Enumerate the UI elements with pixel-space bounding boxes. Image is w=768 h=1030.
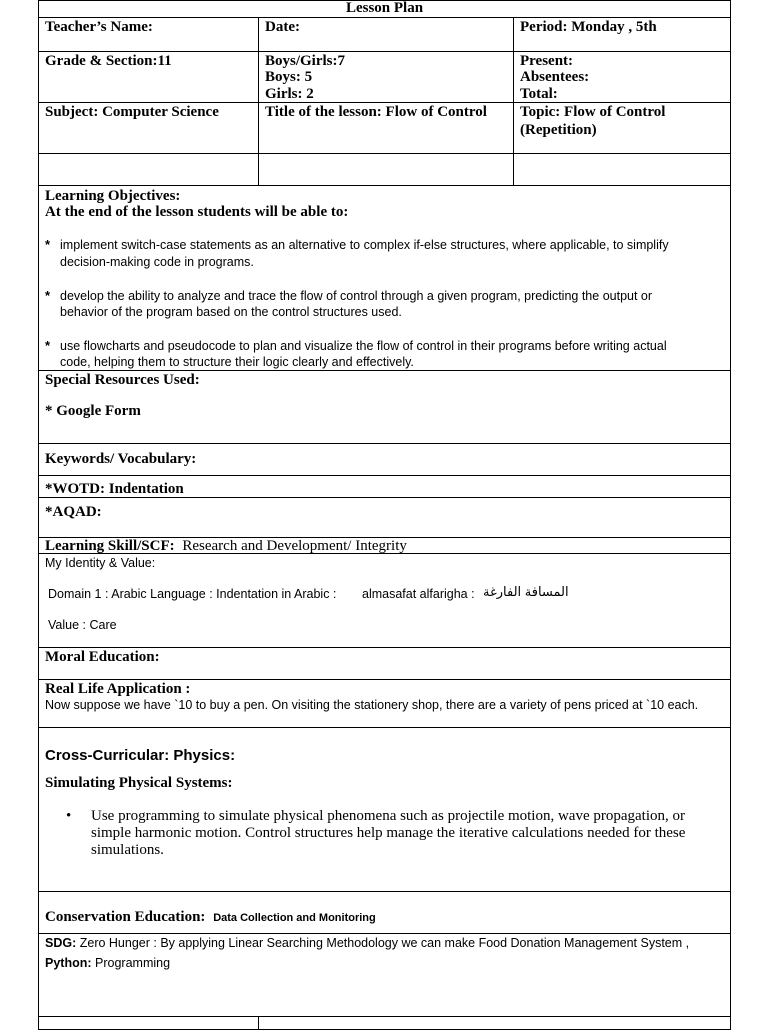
aqad-label: *AQAD: xyxy=(45,504,102,520)
objective-1-line-1: implement switch-case statements as an alternative to complex if-else structures, where applicable, to simplify xyxy=(60,238,669,252)
column-divider xyxy=(513,17,514,186)
row-divider xyxy=(38,153,731,154)
subject-label: Subject: Computer Science xyxy=(45,104,219,120)
period-label: Period: Monday , 5th xyxy=(520,19,657,35)
topic-line-1: Topic: Flow of Control xyxy=(520,104,666,120)
conservation-label: Conservation Education: xyxy=(45,909,206,925)
teacher-name-label: Teacher’s Name: xyxy=(45,19,153,35)
cross-curricular-line-2: simple harmonic motion. Control structures help manage the iterative calculations needed for these xyxy=(91,825,686,841)
python-value: Programming xyxy=(95,956,171,970)
resources-heading: Special Resources Used: xyxy=(45,372,200,388)
objective-1-line-2: decision-making code in programs. xyxy=(60,255,254,269)
objective-2-line-1: develop the ability to analyze and trace the flow of control through a given program, predicting the output or xyxy=(60,289,653,303)
objective-2-line-2: behavior of the program based on the control structures used. xyxy=(60,305,402,319)
objective-bullet: * xyxy=(45,338,51,353)
wotd-label: *WOTD: Indentation xyxy=(45,481,184,497)
real-life-heading: Real Life Application : xyxy=(45,681,191,697)
total-label: Total: xyxy=(520,86,558,102)
row-divider xyxy=(38,370,731,371)
row-divider xyxy=(38,891,731,892)
row-divider xyxy=(38,475,731,476)
objective-3-line-1: use flowcharts and pseudocode to plan and visualize the flow of control in their programs before writing actual xyxy=(60,339,667,353)
sdg-row xyxy=(45,936,689,950)
column-divider xyxy=(258,17,259,186)
real-life-text: Now suppose we have `10 to buy a pen. On visiting the stationery shop, there are a variety of pens priced at `10 each. xyxy=(45,698,699,712)
conservation-value: Data Collection and Monitoring xyxy=(213,912,376,924)
cross-curricular-heading: Cross-Curricular: Physics: xyxy=(45,747,236,764)
moral-heading: Moral Education: xyxy=(45,649,160,665)
objectives-heading: Learning Objectives: xyxy=(45,188,181,204)
objective-bullet: * xyxy=(45,237,51,252)
lesson-plan-table xyxy=(38,0,731,1030)
python-row xyxy=(45,956,170,970)
absentees-label: Absentees: xyxy=(520,69,590,85)
row-divider xyxy=(38,185,731,186)
row-divider xyxy=(38,51,731,52)
identity-arabic: المسافة الفارغة xyxy=(483,584,569,599)
row-divider xyxy=(38,1016,731,1017)
identity-translit: almasafat alfarigha : xyxy=(362,587,475,601)
date-label: Date: xyxy=(265,19,300,35)
row-divider xyxy=(38,102,731,103)
cross-curricular-subheading: Simulating Physical Systems: xyxy=(45,775,233,791)
python-label: Python: xyxy=(45,956,92,970)
cross-curricular-line-3: simulations. xyxy=(91,842,164,858)
column-divider xyxy=(258,1016,259,1030)
bullet-dot: • xyxy=(66,808,72,824)
cross-curricular-line-1: Use programming to simulate physical phenomena such as projectile motion, wave propagation, or xyxy=(91,808,686,824)
identity-heading: My Identity & Value: xyxy=(45,556,156,570)
row-divider xyxy=(38,647,731,648)
girls-count: Girls: 2 xyxy=(265,86,314,102)
objectives-subheading: At the end of the lesson students will be able to: xyxy=(45,204,349,220)
boys-count: Boys: 5 xyxy=(265,69,313,85)
row-divider xyxy=(38,933,731,934)
conservation-row xyxy=(45,909,376,926)
resources-item: * Google Form xyxy=(45,403,141,419)
learning-skill-label: Learning Skill/SCF: xyxy=(45,538,175,554)
identity-domain: Domain 1 : Arabic Language : Indentation in Arabic : xyxy=(48,587,337,601)
grade-section: Grade & Section:11 xyxy=(45,53,172,69)
lesson-title: Title of the lesson: Flow of Control xyxy=(265,104,487,120)
keywords-heading: Keywords/ Vocabulary: xyxy=(45,451,197,467)
page-title: Lesson Plan xyxy=(345,0,424,16)
objective-bullet: * xyxy=(45,288,51,303)
boys-girls: Boys/Girls:7 xyxy=(265,53,346,69)
row-divider xyxy=(38,443,731,444)
objective-3-line-2: code, helping them to structure their logic clearly and effectively. xyxy=(60,355,414,369)
sdg-label: SDG: xyxy=(45,936,77,950)
row-divider xyxy=(38,679,731,680)
learning-skill-value: Research and Development/ Integrity xyxy=(182,538,407,554)
row-divider xyxy=(38,727,731,728)
sdg-text: Zero Hunger : By applying Linear Searching Methodology we can make Food Donation Management System , xyxy=(79,936,690,950)
present-label: Present: xyxy=(520,53,574,69)
learning-skill-row xyxy=(45,538,407,555)
identity-value: Value : Care xyxy=(48,618,117,632)
topic-line-2: (Repetition) xyxy=(520,122,597,138)
